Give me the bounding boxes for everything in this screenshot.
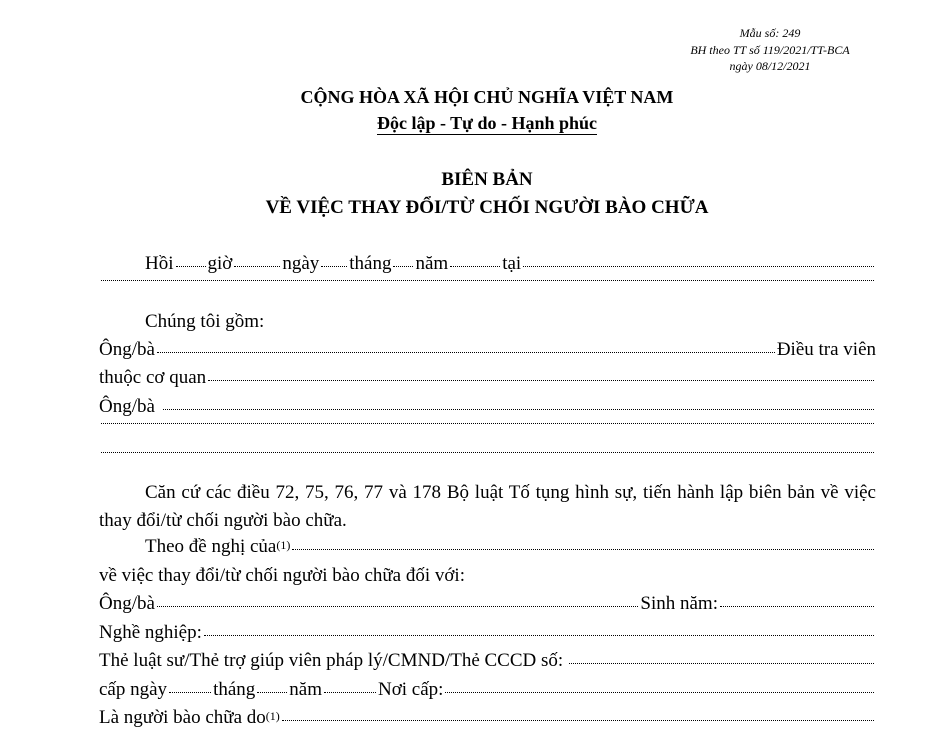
form-number: Mẫu số: 249 [739, 26, 801, 40]
regarding-line [99, 565, 876, 589]
label-hoi: Hồi [145, 253, 174, 274]
blank-line-2 [99, 454, 876, 478]
form-issuer: BH theo TT số 119/2021/TT-BCA [690, 42, 850, 57]
blank-minute[interactable] [234, 266, 280, 267]
place-continuation-line [99, 282, 876, 306]
blank-birth-year[interactable] [720, 606, 874, 607]
label-nam-2: năm [289, 679, 322, 700]
blank-agency[interactable] [208, 380, 874, 381]
occupation-line [99, 622, 876, 646]
label-the-luat-su: Thẻ luật sư/Thẻ trợ giúp viên pháp lý/CMND/Thẻ CCCD số: [99, 650, 564, 671]
label-thuoc-co-quan: thuộc cơ quan [99, 367, 207, 388]
defender-name-line [99, 593, 876, 617]
motto-text: Độc lập - Tự do - Hạnh phúc [376, 113, 598, 133]
label-ong-ba-3: Ông/bà [99, 593, 155, 614]
label-dieu-tra-vien: Điều tra viên [776, 339, 876, 360]
blank-issue-day[interactable] [169, 692, 211, 693]
label-ong-ba-2: Ông/bà [99, 396, 155, 417]
label-tai: tại [502, 253, 522, 274]
blank-issue-place[interactable] [445, 692, 874, 693]
blank-year[interactable] [450, 266, 500, 267]
label-ve-viec: về việc thay đổi/từ chối người bào chữa đối với: [99, 565, 465, 586]
defender-source-line: Là người bào chữa do $^{(1)}$ [99, 707, 876, 731]
label-la-nguoi: Là người bào chữa do [99, 707, 266, 728]
blank-day[interactable] [321, 266, 347, 267]
time-place-line [99, 253, 876, 277]
document-title: BIÊN BẢN [441, 169, 533, 190]
label-noi-cap: Nơi cấp: [378, 679, 444, 700]
label-cap-ngay: cấp ngày [99, 679, 168, 700]
label-thang-2: tháng [213, 679, 256, 700]
blank-line-1 [99, 425, 876, 449]
label-ong-ba: Ông/bà [99, 339, 155, 360]
document-subtitle: VỀ VIỆC THAY ĐỔI/TỪ CHỐI NGƯỜI BÀO CHỮA [265, 197, 709, 218]
agency-line [99, 367, 876, 391]
label-sinh-nam: Sinh năm: [640, 593, 718, 614]
label-thang: tháng [349, 253, 392, 274]
blank-id-number[interactable] [569, 663, 874, 664]
issue-date-line [99, 679, 876, 703]
blank-defender-name[interactable] [157, 606, 638, 607]
id-card-line [99, 650, 876, 674]
blank-hour[interactable] [176, 266, 206, 267]
label-chung-toi-gom: Chúng tôi gồm: [145, 311, 265, 332]
blank-second-person[interactable] [163, 409, 874, 410]
participants-heading [99, 311, 876, 335]
national-motto [0, 113, 928, 134]
blank-month[interactable] [393, 266, 413, 267]
blank-issue-month[interactable] [257, 692, 287, 693]
request-line: Theo đề nghị của $^{(1)}$ [99, 536, 876, 560]
blank-investigator-name[interactable] [157, 352, 775, 353]
blank-occupation[interactable] [204, 635, 874, 636]
form-metadata [640, 25, 900, 75]
label-theo-de-nghi: Theo đề nghị của [145, 536, 277, 557]
blank-place[interactable] [523, 266, 874, 267]
second-person-line [99, 396, 876, 420]
label-gio: giờ [207, 253, 233, 274]
blank-issue-year[interactable] [324, 692, 376, 693]
legal-basis-paragraph: Căn cứ các điều 72, 75, 76, 77 và 178 Bộ luật Tố tụng hình sự, tiến hành lập biên bản về việc thay đổi/từ chối người bào chữa. [99, 482, 876, 531]
form-date: ngày 08/12/2021 [729, 59, 811, 73]
blank-place-cont[interactable] [101, 280, 874, 281]
national-title: CỘNG HÒA XÃ HỘI CHỦ NGHĨA VIỆT NAM [300, 87, 674, 107]
label-ngay: ngày [282, 253, 320, 274]
blank-requester[interactable] [292, 549, 874, 550]
label-nam: năm [415, 253, 449, 274]
label-nghe-nghiep: Nghề nghiệp: [99, 622, 202, 643]
blank-defender-source[interactable] [282, 720, 874, 721]
blank-extra-1[interactable] [101, 423, 874, 424]
investigator-line [99, 339, 876, 363]
blank-extra-2[interactable] [101, 452, 874, 453]
